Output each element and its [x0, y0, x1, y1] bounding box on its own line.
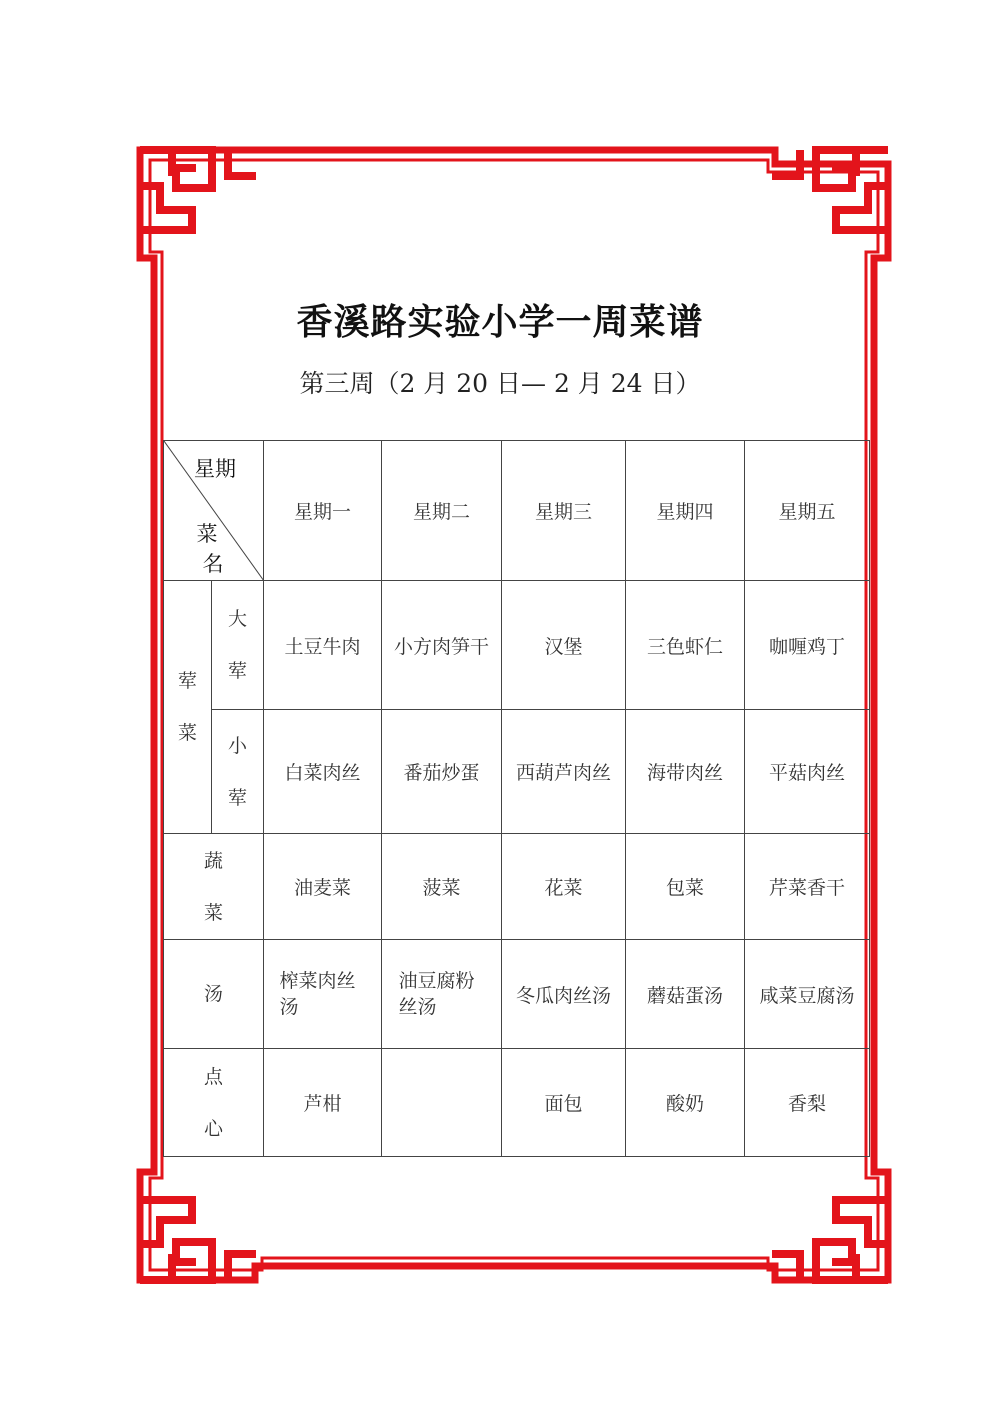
header-monday: 星期一 — [264, 441, 382, 581]
dish-cell: 小方肉笋干 — [382, 581, 502, 710]
row-big-meat — [164, 581, 870, 710]
dish-cell: 菠菜 — [382, 834, 502, 940]
diag-label-dish: 菜 名 — [196, 522, 224, 576]
header-wednesday: 星期三 — [502, 441, 626, 581]
week-subtitle: 第三周（2 月 20 日— 2 月 24 日） — [299, 369, 701, 398]
dish-cell: 酸奶 — [626, 1049, 745, 1157]
header-tuesday: 星期二 — [382, 441, 502, 581]
dish-cell: 三色虾仁 — [626, 581, 745, 710]
dish-cell: 土豆牛肉 — [264, 581, 382, 710]
dish-cell: 平菇肉丝 — [745, 710, 870, 834]
dish-cell: 西葫芦肉丝 — [502, 710, 626, 834]
row-vegetable — [164, 834, 870, 940]
dish-cell: 番茄炒蛋 — [382, 710, 502, 834]
weekly-menu-table — [163, 440, 870, 1157]
category-vegetable: 蔬 菜 — [164, 834, 264, 940]
dish-cell: 冬瓜肉丝汤 — [502, 940, 626, 1049]
category-meat: 荤 菜 — [164, 581, 212, 834]
row-soup — [164, 940, 870, 1049]
row-snack — [164, 1049, 870, 1157]
dish-cell: 面包 — [502, 1049, 626, 1157]
dish-cell: 蘑菇蛋汤 — [626, 940, 745, 1049]
dish-cell: 咖喱鸡丁 — [745, 581, 870, 710]
dish-cell: 芦柑 — [264, 1049, 382, 1157]
category-snack: 点 心 — [164, 1049, 264, 1157]
dish-cell: 花菜 — [502, 834, 626, 940]
dish-cell: 榨菜肉丝汤 — [264, 940, 382, 1049]
category-big-meat: 大 荤 — [212, 581, 264, 710]
page-title: 香溪路实验小学一周菜谱 — [296, 302, 704, 343]
dish-cell: 咸菜豆腐汤 — [745, 940, 870, 1049]
category-small-meat: 小 荤 — [212, 710, 264, 834]
diag-label-weekday: 星期 — [194, 457, 236, 481]
table-header-row — [164, 441, 870, 581]
header-friday: 星期五 — [745, 441, 870, 581]
dish-cell — [382, 1049, 502, 1157]
dish-cell: 芹菜香干 — [745, 834, 870, 940]
dish-cell: 油豆腐粉丝汤 — [382, 940, 502, 1049]
dish-cell: 汉堡 — [502, 581, 626, 710]
header-thursday: 星期四 — [626, 441, 745, 581]
dish-cell: 白菜肉丝 — [264, 710, 382, 834]
category-soup: 汤 — [164, 940, 264, 1049]
diagonal-header-cell — [164, 441, 264, 581]
dish-cell: 海带肉丝 — [626, 710, 745, 834]
row-small-meat — [164, 710, 870, 834]
dish-cell: 包菜 — [626, 834, 745, 940]
dish-cell: 油麦菜 — [264, 834, 382, 940]
dish-cell: 香梨 — [745, 1049, 870, 1157]
